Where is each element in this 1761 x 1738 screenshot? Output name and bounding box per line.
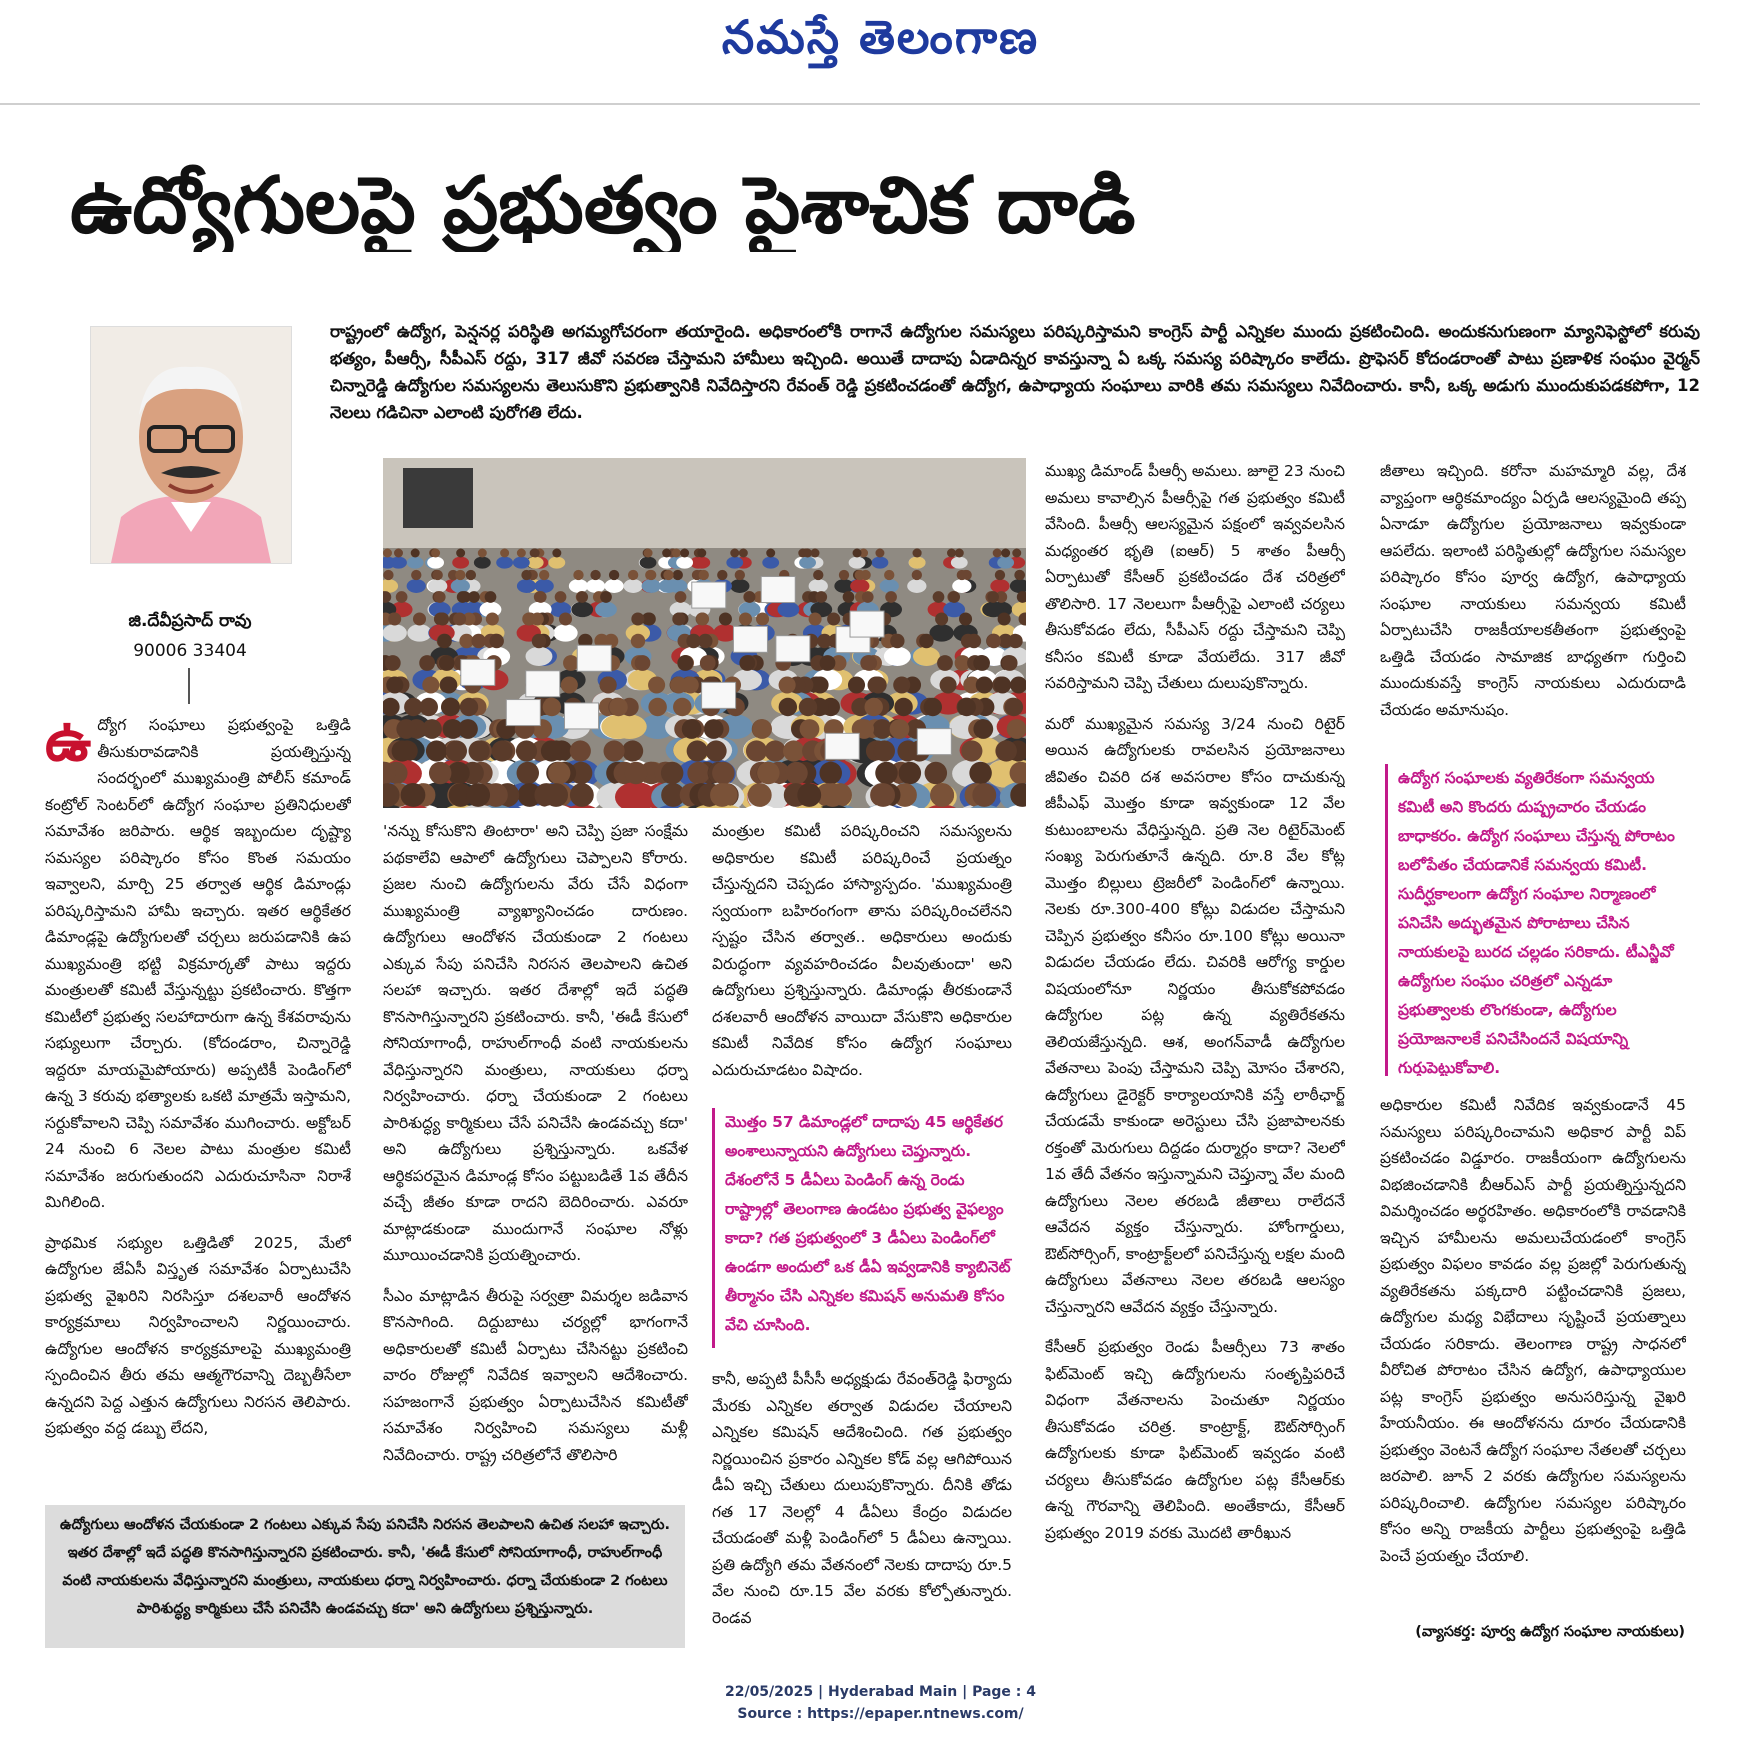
- column-3-bottom: [712, 1366, 1012, 1656]
- col4-paragraph-3: కేసీఆర్ ప్రభుత్వం రెండు పీఆర్సీలు 73 శాతం ఫిట్‌మెంట్ ఇచ్చి ఉద్యోగులను సంతృప్తిపరిచే విధంగా వేతనాలను పెంచుతూ నిర్ణయం తీసుకోవడం చరిత్ర. కాంట్రాక్ట్, ఔట్‌సోర్సింగ్ ఉద్యోగులకు కూడా ఫిట్‌మెంట్ ఇవ్వడం వంటి చర్యలు తీసుకోవడం ఉద్యోగుల పట్ల కేసీఆర్‌కు ఉన్న గౌరవాన్ని తెలిపింది. అంతేకాదు, కేసీఆర్ ప్రభుత్వం 2019 వరకు మొదటి తారీఖున: [1045, 1338, 1345, 1542]
- author-byline: [90, 606, 290, 666]
- page-footer: [0, 1681, 1761, 1725]
- highlight-box: ఉద్యోగులు ఆందోళన చేయకుండా 2 గంటలు ఎక్కువ సేపు పనిచేసి నిరసన తెలపాలని ఉచిత సలహా ఇచ్చారు. ఇతర దేశాల్లో ఇదే పద్ధతి కొనసాగిస్తున్నారని ప్రకటించారు. కానీ, 'ఈడీ కేసులో సోనియాగాంధీ, రాహుల్‌గాంధీ వంటి నాయకులను వేధిస్తున్నారని మంత్రులు, నాయకులు ధర్నా నిర్వహించారు. ధర్నా చేయకుండా 2 గంటలు పారిశుద్ధ్య కార్మికులు చేసే పనిచేసి ఉండవచ్చు కదా' అని ఉద్యోగులు ప్రశ్నిస్తున్నారు.: [45, 1505, 685, 1648]
- column-4: [1045, 458, 1345, 1658]
- dropcap: ఉ: [45, 712, 92, 774]
- author-portrait-icon: [91, 327, 291, 563]
- col3-paragraph-2: కానీ, అప్పటి పీసీసీ అధ్యక్షుడు రేవంత్‌రెడ్డి ఫిర్యాదు మేరకు ఎన్నికల తర్వాత విడుదల చేయాలని ఎన్నికల కమిషన్ ఆదేశించింది. గత ప్రభుత్వం నిర్ణయించిన ప్రకారం ఎన్నికల కోడ్ వల్ల ఆగిపోయిన డీఏ ఇచ్చి చేతులు దులుపుకొన్నారు. దీనికి తోడు గత 17 నెలల్లో 4 డీఏలు కేంద్రం విడుదల చేయడంతో మళ్లీ పెండింగ్‌లో 5 డీఏలు ఉన్నాయి. ప్రతి ఉద్యోగి తమ వేతనంలో నెలకు దాదాపు రూ.5 వేల నుంచి రూ.15 వేల వరకు కోల్పోతున్నారు. రెండవ: [712, 1370, 1012, 1627]
- writer-note: (వ్యాసకర్త: పూర్వ ఉద్యోగ సంఘాల నాయకులు): [1415, 1624, 1685, 1640]
- column-5-bottom: [1380, 1092, 1686, 1622]
- col5-paragraph-1: జీతాలు ఇచ్చింది. కరోనా మహమ్మారి వల్ల, దేశ వ్యాప్తంగా ఆర్థికమాంద్యం ఏర్పడి ఆలస్యమైంది తప్ప ఏనాడూ ఉద్యోగుల ప్రయోజనాలు ఇవ్వకుండా ఆపలేదు. ఇలాంటి పరిస్థితుల్లో ఉద్యోగుల సమస్యల పరిష్కారం కోసం పూర్వ ఉద్యోగ, ఉపాధ్యాయ సంఘాల నాయకులు సమన్వయ కమిటీ ఏర్పాటుచేసి రాజకీయాలకతీతంగా ప్రభుత్వంపై ఒత్తిడి చేయడం సామాజిక బాధ్యతగా గుర్తించి ముందుకువస్తే కాంగ్రెస్ నాయకులు ఎదురుదాడి చేయడం అమానుషం.: [1380, 462, 1686, 719]
- col4-paragraph-1: ముఖ్య డిమాండ్ పీఆర్సీ అమలు. జూలై 23 నుంచి అమలు కావాల్సిన పీఆర్సీపై గత ప్రభుత్వం కమిటీ వేసింది. పీఆర్సీ ఆలస్యమైన పక్షంలో ఇవ్వవలసిన మధ్యంతర భృతి (ఐఆర్) 5 శాతం పీఆర్సీ ఏర్పాటుతో కేసీఆర్ ప్రకటించడం దేశ చరిత్రలో తొలిసారి. 17 నెలలుగా పీఆర్సీపై ఎలాంటి చర్యలు తీసుకోవడం లేదు, సీపీఎస్ రద్దు చేస్తామని చెప్పి కనీసం కమిటీ కూడా వేయలేదు. 317 జీవో సవరిస్తామని చెప్పి చేతులు దులుపుకొన్నారు.: [1045, 462, 1345, 692]
- column-3-top: [712, 818, 1012, 1085]
- col5-paragraph-2: అధికారుల కమిటీ నివేదిక ఇవ్వకుండానే 45 సమస్యలు పరిష్కరించామని అధికార పార్టీ విప్ ప్రకటించడం విడ్డూరం. రాజకీయంగా ఉద్యోగులను విభజించడానికి బీఆర్ఎస్ పార్టీ ప్రయత్నిస్తున్నదని విమర్శించడం అర్థరహితం. అధికారంలోకి రావడానికి ఇచ్చిన హామీలను అమలుచేయడంలో కాంగ్రెస్ ప్రభుత్వం విఫలం కావడం వల్ల ప్రజల్లో పెరుగుతున్న వ్యతిరేకతను పక్కదారి పట్టించడానికి ప్రజలు, ఉద్యోగుల మధ్య విభేదాలు సృష్టించే ప్రయత్నాలు చేయడం సరికాదు. తెలంగాణ రాష్ట్ర సాధనలో వీరోచిత పోరాటం చేసిన ఉద్యోగ, ఉపాధ్యాయుల పట్ల కాంగ్రెస్ ప్రభుత్వం అనుసరిస్తున్న వైఖరి హేయనీయం. ఈ ఆందోళనను దూరం చేయడానికి ప్రభుత్వం వెంటనే ఉద్యోగ సంఘాల నేతలతో చర్చలు జరపాలి. జూన్ 2 వరకు ఉద్యోగుల సమస్యలను పరిష్కరించాలి. ఉద్యోగుల సమస్యల పరిష్కారం కోసం అన్ని రాజకీయ పార్టీలు ప్రభుత్వంపై ఒత్తిడి పెంచే ప్రయత్నం చేయాలి.: [1380, 1096, 1686, 1565]
- author-phone: 90006 33404: [133, 641, 247, 661]
- source-link[interactable]: Source : https://epaper.ntnews.com/: [737, 1706, 1024, 1722]
- author-name: జి.దేవీప్రసాద్ రావు: [128, 611, 252, 631]
- protest-photo: [383, 458, 1026, 808]
- col1-paragraph-2: ప్రాథమిక సభ్యుల ఒత్తిడితో 2025, మేలో ఉద్యోగుల జేఏసీ విస్తృత సమావేశం ఏర్పాటుచేసి ప్రభుత్వ వైఖరిని నిరసిస్తూ దశలవారీ ఆందోళన కార్యక్రమాలు నిర్వహించాలని నిర్ణయించారు. ఉద్యోగుల ఆందోళన కార్యక్రమాలపై ముఖ్యమంత్రి స్పందించిన తీరు తమ ఆత్మగౌరవాన్ని దెబ్బతీసేలా ఉన్నదని పెద్ద ఎత్తున ఉద్యోగులు నిరసన తెలిపారు. ప్రభుత్వం వద్ద డబ్బు లేదని,: [45, 1233, 351, 1437]
- col2-paragraph-2: సీఎం మాట్లాడిన తీరుపై సర్వత్రా విమర్శల జడివాన కొనసాగింది. దిద్దుబాటు చర్యల్లో భాగంగానే అధికారులతో కమిటీ ఏర్పాటు చేసినట్టు ప్రకటించి వారం రోజుల్లో నివేదిక ఇవ్వాలని ఆదేశించారు. సహజంగానే ప్రభుత్వం ఏర్పాటుచేసిన కమిటీతో సమావేశం నిర్వహించి సమస్యలు మళ్లీ నివేదించారు. రాష్ట్ర చరిత్రలోనే తొలిసారి: [383, 1286, 688, 1464]
- author-divider: [188, 668, 190, 704]
- lead-paragraph: రాష్ట్రంలో ఉద్యోగ, పెన్షనర్ల పరిస్థితి అగమ్యగోచరంగా తయారైంది. అధికారంలోకి రాగానే ఉద్యోగుల సమస్యలు పరిష్కరిస్తామని కాంగ్రెస్ పార్టీ ఎన్నికల ముందు ప్రకటించింది. అందుకనుగుణంగా మ్యానిఫెస్టోలో కరువు భత్యం, పీఆర్సీ, సీపీఎస్ రద్దు, 317 జీవో సవరణ చేస్తామని హామీలు ఇచ్చింది. అయితే దాదాపు ఏడాదిన్నర కావస్తున్నా ఏ ఒక్క సమస్య పరిష్కారం కాలేదు. ప్రొఫెసర్ కోదండరాంతో పాటు ప్రణాళిక సంఘం వైర్మన్ చిన్నారెడ్డి ఉద్యోగుల సమస్యలను తెలుసుకొని ప్రభుత్వానికి నివేదిస్తారని రేవంత్ రెడ్డి ప్రకటించడంతో ఉద్యోగ, ఉపాధ్యాయ సంఘాలు వారికి తమ సమస్యలు నివేదించారు. కానీ, ఒక్క అడుగు ముందుకుపడకపోగా, 12 నెలలు గడిచినా ఎలాంటి పురోగతి లేదు.: [330, 322, 1700, 422]
- col2-paragraph-1: 'నన్ను కోసుకొని తింటారా' అని చెప్పి ప్రజా సంక్షేమ పథకాలేవి ఆపాలో ఉద్యోగులు చెప్పాలని కోరారు. ప్రజల నుంచి ఉద్యోగులను వేరు చేసే విధంగా ముఖ్యమంత్రి వ్యాఖ్యానించడం దారుణం. ఉద్యోగులు ఆందోళన చేయకుండా 2 గంటలు ఎక్కువ సేపు పనిచేసి నిరసన తెలపాలని ఉచిత సలహా ఇచ్చారు. ఇతర దేశాల్లో ఇదే పద్ధతి కొనసాగిస్తున్నారని ప్రకటించారు. కానీ, 'ఈడీ కేసులో సోనియాగాంధీ, రాహుల్‌గాంధీ వంటి నాయకులను వేధిస్తున్నారని మంత్రులు, నాయకులు ధర్నా నిర్వహించారు. ధర్నా చేయకుండా 2 గంటలు పారిశుద్ధ్య కార్మికులు చేసే పనిచేసి ఉండవచ్చు కదా' అని ఉద్యోగులు ప్రశ్నిస్తున్నారు. ఒకవేళ ఆర్థికపరమైన డిమాండ్ల కోసం పట్టుబడితే 1వ తేదీన వచ్చే జీతం కూడా రాదని బెదిరించారు. ఎవరూ మాట్లాడకుండా ముందుగానే సంఘాల నోళ్లు మూయించడానికి ప్రయత్నించారు.: [383, 822, 688, 1264]
- column-2: [383, 818, 688, 1498]
- col3-paragraph-1: మంత్రుల కమిటీ పరిష్కరించని సమస్యలను అధికారుల కమిటీ పరిష్కరించే ప్రయత్నం చేస్తున్నదని చెప్పడం హాస్యాస్పదం. 'ముఖ్యమంత్రి స్వయంగా బహిరంగంగా తాను పరిష్కరించలేనని స్పష్టం చేసిన తర్వాత.. అధికారులు అందుకు విరుద్ధంగా వ్యవహరించడం వీలవుతుందా' అని ఉద్యోగులు ప్రశ్నిస్తున్నారు. డిమాండ్లు తీరకుండానే దశలవారీ ఆందోళన వాయిదా వేసుకొని అధికారుల కమిటీ నివేదిక కోసం ఉద్యోగ సంఘాలు ఎదురుచూడటం విషాదం.: [712, 822, 1012, 1079]
- col4-paragraph-2: మరో ముఖ్యమైన సమస్య 3/24 నుంచి రిటైర్ అయిన ఉద్యోగులకు రావలసిన ప్రయోజనాలు జీవితం చివరి దశ అవసరాల కోసం దాచుకున్న జీపీఎఫ్ మొత్తం కూడా ఇవ్వకుండా 12 వేల కుటుంబాలను వేధిస్తున్నది. ప్రతి నెల రిటైర్‌మెంట్ సంఖ్య పెరుగుతూనే ఉన్నది. రూ.8 వేల కోట్ల మొత్తం బిల్లులు ట్రెజరీలో పెండింగ్‌లో ఉన్నాయి. నెలకు రూ.300-400 కోట్లు విడుదల చేస్తామని చెప్పిన ప్రభుత్వం కనీసం రూ.100 కోట్లు అయినా విడుదల చేయడం లేదు. చివరికి ఆరోగ్య కార్డుల విషయంలోనూ నిర్ణయం తీసుకోకపోవడం ఉద్యోగుల పట్ల ఉన్న వ్యతిరేకతను తెలియజేస్తున్నది. ఆశ, అంగన్‌వాడీ ఉద్యోగుల వేతనాలు పెంపు చేస్తామని చెప్పి మోసం చేశారని, ఉద్యోగులు డైరెక్టర్ కార్యాలయానికి వస్తే లాఠీఛార్జ్ చేయడమే కాకుండా అరెస్టులు చేసి ప్రజాపాలనకు రక్తంతో మెరుగులు దిద్దడం దుర్మార్గం కాదా? నెలలో 1వ తేదీ వేతనం ఇస్తున్నామని చెప్తున్నా వేల మంది ఉద్యోగులు నెలల తరబడి జీతాలు రాలేదనే ఆవేదన వ్యక్తం చేస్తున్నారు. హోంగార్డులు, ఔట్‌సోర్సింగ్, కాంట్రాక్ట్‌లలో పనిచేస్తున్న లక్షల మంది ఉద్యోగులు వేతనాలు నెలల తరబడి ఆలస్యం చేస్తున్నారని ఆవేదన వ్యక్తం చేస్తున్నారు.: [1045, 714, 1345, 1316]
- col1-paragraph-1: ఉద్యోగ సంఘాలు ప్రభుత్వంపై ఒత్తిడి తీసుకురావడానికి ప్రయత్నిస్తున్న సందర్భంలో ముఖ్యమంత్రి పోలీస్ కమాండ్ కంట్రోల్ సెంటర్‌లో ఉద్యోగ సంఘాల ప్రతినిధులతో సమావేశం జరిపారు. ఆర్థిక ఇబ్బందుల దృష్ట్యా సమస్యల పరిష్కారం కోసం కొంత సమయం ఇవ్వాలని, మార్చి 25 తర్వాత ఆర్థిక డిమాండ్లు పరిష్కరిస్తామని హామీ ఇచ్చారు. ఇతర ఆర్థికేతర డిమాండ్లపై ఉద్యోగులతో చర్చలు జరుపడానికి ఉప ముఖ్యమంత్రి భట్టి విక్రమార్కతో పాటు ఇద్దరు మంత్రులతో కమిటీ వేస్తున్నట్టు ప్రకటించారు. కొత్తగా కమిటీలో ప్రభుత్వ సలహాదారుగా ఉన్న కేశవరావును సభ్యులుగా చేర్చారు. (కోదండరాం, చిన్నారెడ్డి ఇద్దరూ మాయమైపోయారు) అప్పటికీ పెండింగ్‌లో ఉన్న 3 కరువు భత్యాలకు ఒకటి మాత్రమే ఇస్తామని, సర్దుకోవాలని చెప్పి సమావేశం ముగించారు. అక్టోబర్ 24 నుంచి 6 నెలల పాటు మంత్రుల కమిటీ సమావేశం జరుగుతుందని ఎదురుచూసినా నిరాశే మిగిలింది.: [45, 712, 351, 1211]
- pull-quote-2: ఉద్యోగ సంఘాలకు వ్యతిరేకంగా సమన్వయ కమిటీ అని కొందరు దుష్ప్రచారం చేయడం బాధాకరం. ఉద్యోగ సంఘాలు చేస్తున్న పోరాటం బలోపేతం చేయడానికే సమన్వయ కమిటీ. సుదీర్ఘకాలంగా ఉద్యోగ సంఘాల నిర్మాణంలో పనిచేసి అద్భుతమైన పోరాటాలు చేసిన నాయకులపై బురద చల్లడం సరికాదు. టీఎన్జీవో ఉద్యోగుల సంఘం చరిత్రలో ఎన్నడూ ప్రభుత్వాలకు లొంగకుండా, ఉద్యోగుల ప్రయోజనాలకే పనిచేసిందనే విషయాన్ని గుర్తుపెట్టుకోవాలి.: [1385, 764, 1694, 1076]
- crowd-image-icon: [383, 458, 1026, 808]
- author-photo: [90, 326, 292, 564]
- pull-quote-1: మొత్తం 57 డిమాండ్లలో దాదాపు 45 ఆర్థికేతర అంశాలున్నాయని ఉద్యోగులు చెప్తున్నారు. దేశంలోనే 5 డీఏలు పెండింగ్ ఉన్న రెండు రాష్ట్రాల్లో తెలంగాణ ఉండటం ప్రభుత్వ వైఫల్యం కాదా? గత ప్రభుత్వంలో 3 డీఏలు పెండింగ్‌లో ఉండగా అందులో ఒక డీఏ ఇవ్వడానికి క్యాబినెట్ తీర్మానం చేసి ఎన్నికల కమిషన్ అనుమతి కోసం వేచి చూసింది.: [712, 1108, 1015, 1348]
- edition-info: 22/05/2025 | Hyderabad Main | Page : 4: [724, 1684, 1037, 1700]
- masthead-logo: నమస్తే తెలంగాణ: [721, 10, 1040, 64]
- column-1: [45, 712, 351, 1497]
- header-divider: [0, 103, 1700, 105]
- headline: ఉద్యోగులపై ప్రభుత్వం పైశాచిక దాడి: [70, 161, 1136, 251]
- column-5-top: [1380, 458, 1686, 750]
